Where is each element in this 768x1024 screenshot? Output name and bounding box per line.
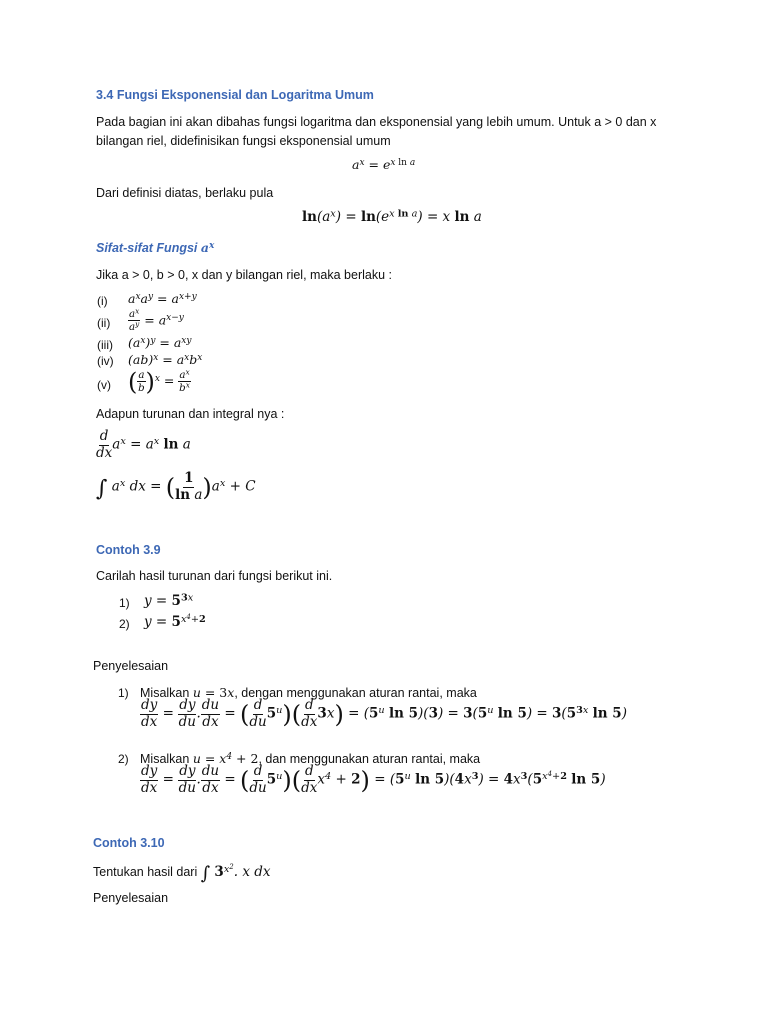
integral-formula: ∫ $a^x$ dx = ( $\frac{1}{\text{ln a}}$ )$a^x + C$ (96, 470, 256, 503)
property-label: (iv) (97, 354, 114, 368)
property-label: (ii) (97, 316, 111, 330)
section-title: 3.4 Fungsi Eksponensial dan Logaritma Umum (96, 88, 374, 102)
intro-paragraph: Pada bagian ini akan dibahas fungsi logaritma dan eksponensial yang lebih umum. Untuk a > 0 dan x bilangan riel, didefinisikan fungsi eksponensial umum (96, 115, 657, 148)
example-item-label: 2) (119, 617, 130, 631)
property-formula: ( $\frac{a}{b}$ )$^x$ = $\frac{a^x}{b^x}$ (128, 367, 190, 396)
solution-2-formula: $\frac{dy}{dx}$ = $\frac{dy}{du}$ . $\frac{du}{dx}$ = ( $\frac{d}{du}$ 5$^u$)( $\frac{d}{dx}$ $x^4 + 2) = (5^u$ $\ln 5)(4x^3) = 4x^3(5^{x^4+2}$ ln 5) (141, 763, 606, 796)
example-title: Contoh 3.9 (96, 543, 161, 557)
solution-label: Penyelesaian (93, 659, 169, 673)
properties-intro: Jika a > 0, b > 0, x dan y bilangan riel, maka berlaku : (96, 268, 393, 282)
property-formula: $\frac{a^x}{a^y}$ = $a^{x-y}$ (129, 306, 184, 334)
property-formula: $(a^x)^y = a^{xy}$ (128, 335, 192, 350)
example-item-label: 1) (119, 596, 130, 610)
example-item-formula: $y = 5^{x^4+2}$ (144, 612, 206, 630)
property-label: (v) (97, 378, 111, 392)
property-label: (i) (97, 294, 108, 308)
ln-formula: $\ln(a^x) = \ln(e^{x ln a}) = x$ ln a (302, 208, 482, 225)
solution-1-formula: $\frac{dy}{dx}$ = $\frac{dy}{du}$ . $\frac{du}{dx}$ = ( $\frac{d}{du}$ 5$^u$)( $\frac{d}{dx}$ $3x) = (5^u$ $\ln 5)(3) = 3(5^u$ $\ln 5) = 3(5^{3x}$ ln 5) (141, 697, 627, 730)
example-item-formula: $y = 5^{3x}$ (144, 592, 194, 609)
definition-formula: $a^x = e^{x ln a}$ (352, 157, 416, 172)
solution-1-text: Misalkan u = 3x, dengan menggunakan aturan rantai, maka (140, 685, 477, 700)
example-question: Carilah hasil turunan dari fungsi berikut ini. (96, 569, 333, 583)
example-question: Tentukan hasil dari ∫ $3^{x^2}$. x dx (93, 862, 271, 884)
solution-2-text: Misalkan $u = x^4 + 2$, dan menggunakan aturan rantai, maka (140, 751, 481, 766)
property-formula: $(ab)^x = a^xb^x$ (128, 352, 203, 367)
after-definition-text: Dari definisi diatas, berlaku pula (96, 186, 274, 200)
example-title: Contoh 3.10 (93, 836, 165, 850)
derivative-intro: Adapun turunan dan integral nya : (96, 407, 285, 421)
solution-item-label: 2) (118, 752, 129, 766)
derivative-formula: $\frac{d}{dx}$ $a^x = a^x$ ln a (96, 428, 191, 461)
property-formula: $a^xa^y = a^{x+y}$ (128, 291, 197, 306)
properties-title: Sifat-sifat Fungsi $a^x$ (96, 240, 215, 255)
property-label: (iii) (97, 338, 113, 352)
solution-label: Penyelesaian (93, 891, 169, 905)
solution-item-label: 1) (118, 686, 129, 700)
